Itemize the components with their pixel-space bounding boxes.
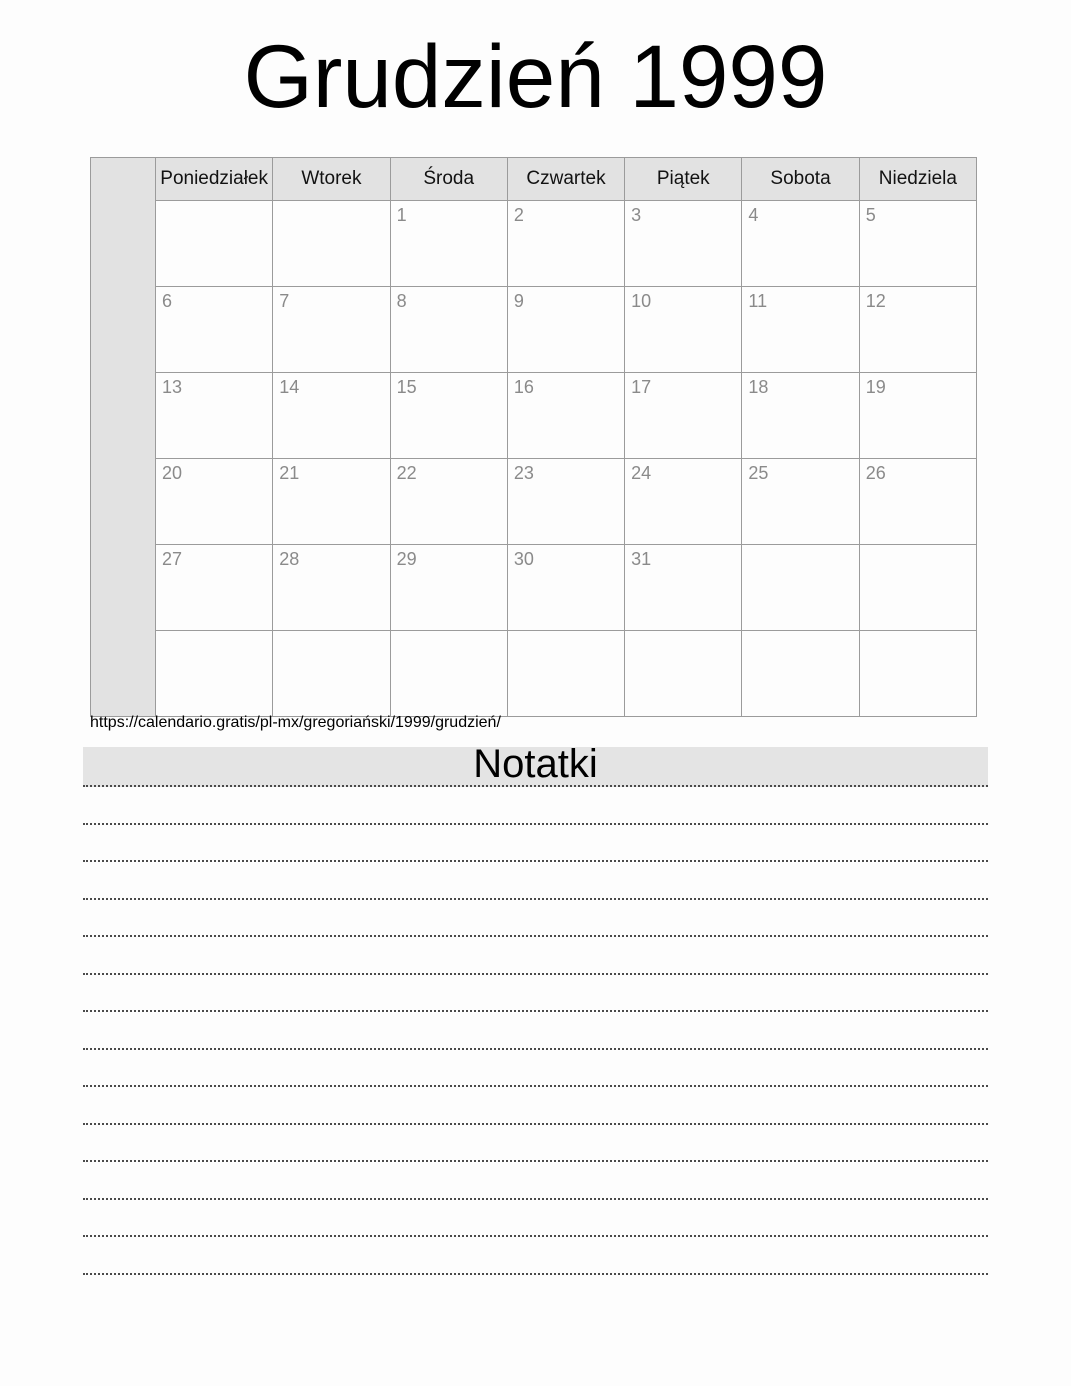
note-line <box>83 862 988 900</box>
calendar-day-cell <box>390 201 507 287</box>
day-number <box>273 201 389 204</box>
calendar-week-row <box>91 545 977 631</box>
calendar-day-cell <box>390 459 507 545</box>
notes-section <box>83 742 988 1275</box>
calendar-week-row <box>91 201 977 287</box>
day-number <box>742 545 858 548</box>
calendar-day-cell <box>507 201 624 287</box>
notes-heading: Notatki <box>473 742 598 786</box>
day-number: 20 <box>162 463 183 483</box>
day-number: 24 <box>631 463 652 483</box>
calendar-header-row <box>91 158 977 201</box>
calendar-day-cell <box>273 545 390 631</box>
day-number: 15 <box>396 377 417 397</box>
weekday-header-sunday: Niedziela <box>859 158 976 201</box>
note-line <box>83 1237 988 1275</box>
note-line <box>83 787 988 825</box>
day-number <box>625 631 741 634</box>
day-number: 1 <box>396 205 407 225</box>
calendar-day-cell <box>273 631 390 717</box>
calendar-day-cell <box>625 545 742 631</box>
calendar-day-cell <box>273 459 390 545</box>
note-line <box>83 937 988 975</box>
day-number <box>156 631 272 634</box>
calendar-day-cell <box>625 373 742 459</box>
day-number: 5 <box>865 205 876 225</box>
calendar-day-cell <box>742 373 859 459</box>
calendar-week-row <box>91 373 977 459</box>
calendar-week-row <box>91 631 977 717</box>
weekday-header-thursday: Czwartek <box>507 158 624 201</box>
day-number: 14 <box>279 377 300 397</box>
calendar-day-cell <box>156 287 273 373</box>
note-line <box>83 1050 988 1088</box>
day-number: 12 <box>865 291 886 311</box>
day-number: 19 <box>865 377 886 397</box>
day-number: 25 <box>748 463 769 483</box>
day-number: 30 <box>513 549 534 569</box>
day-number: 10 <box>631 291 652 311</box>
calendar-day-cell <box>742 201 859 287</box>
calendar-day-cell <box>507 545 624 631</box>
note-line <box>83 1012 988 1050</box>
calendar-day-cell <box>507 287 624 373</box>
calendar-day-cell <box>507 459 624 545</box>
calendar-day-cell <box>273 373 390 459</box>
day-number: 9 <box>513 291 524 311</box>
calendar-day-cell <box>156 201 273 287</box>
calendar-week-row <box>91 459 977 545</box>
calendar-day-cell <box>273 287 390 373</box>
calendar-day-cell <box>390 373 507 459</box>
day-number <box>508 631 624 634</box>
day-number: 21 <box>279 463 300 483</box>
calendar-day-cell <box>625 201 742 287</box>
calendar-day-cell <box>859 631 976 717</box>
weekday-header-friday: Piątek <box>625 158 742 201</box>
day-number: 18 <box>748 377 769 397</box>
day-number: 6 <box>162 291 173 311</box>
calendar-day-cell <box>156 545 273 631</box>
day-number: 16 <box>513 377 534 397</box>
calendar-day-cell <box>625 631 742 717</box>
day-number: 28 <box>279 549 300 569</box>
calendar-day-cell <box>859 287 976 373</box>
calendar-day-cell <box>742 631 859 717</box>
day-number: 31 <box>631 549 652 569</box>
day-number: 27 <box>162 549 183 569</box>
day-number <box>273 631 389 634</box>
calendar-day-cell <box>625 459 742 545</box>
day-number <box>391 631 507 634</box>
calendar-day-cell <box>390 631 507 717</box>
day-number: 17 <box>631 377 652 397</box>
day-number: 7 <box>279 291 290 311</box>
day-number: 29 <box>396 549 417 569</box>
calendar-day-cell <box>742 459 859 545</box>
calendar-day-cell <box>390 287 507 373</box>
day-number <box>860 545 976 548</box>
day-number: 26 <box>865 463 886 483</box>
day-number: 3 <box>631 205 642 225</box>
note-line <box>83 975 988 1013</box>
note-line <box>83 1125 988 1163</box>
calendar-day-cell <box>507 631 624 717</box>
day-number: 4 <box>748 205 759 225</box>
calendar-day-cell <box>859 201 976 287</box>
calendar-day-cell <box>390 545 507 631</box>
calendar-week-row <box>91 287 977 373</box>
source-url: https://calendario.gratis/pl-mx/gregoriański/1999/grudzień/ <box>90 714 501 731</box>
day-number: 8 <box>396 291 407 311</box>
note-line <box>83 1087 988 1125</box>
notes-header-bar <box>83 742 988 787</box>
weekday-header-tuesday: Wtorek <box>273 158 390 201</box>
calendar-day-cell <box>507 373 624 459</box>
calendar-day-cell <box>625 287 742 373</box>
day-number: 11 <box>748 291 768 311</box>
day-number <box>860 631 976 634</box>
calendar-day-cell <box>742 545 859 631</box>
note-line <box>83 1200 988 1238</box>
notes-lines <box>83 787 988 1275</box>
calendar-day-cell <box>156 373 273 459</box>
page-title: Grudzień 1999 <box>243 26 828 126</box>
day-number: 23 <box>513 463 534 483</box>
weekday-header-monday: Poniedziałek <box>156 158 273 201</box>
note-line <box>83 900 988 938</box>
day-number <box>742 631 858 634</box>
calendar-left-gutter <box>91 158 156 717</box>
day-number: 2 <box>513 205 524 225</box>
calendar-day-cell <box>742 287 859 373</box>
day-number: 13 <box>162 377 183 397</box>
calendar-day-cell <box>859 373 976 459</box>
calendar-table <box>90 157 977 717</box>
calendar-day-cell <box>156 631 273 717</box>
calendar-day-cell <box>859 545 976 631</box>
day-number <box>156 201 272 204</box>
calendar-day-cell <box>859 459 976 545</box>
weekday-header-saturday: Sobota <box>742 158 859 201</box>
day-number: 22 <box>396 463 417 483</box>
calendar-day-cell <box>156 459 273 545</box>
note-line <box>83 825 988 863</box>
calendar-day-cell <box>273 201 390 287</box>
weekday-header-wednesday: Środa <box>390 158 507 201</box>
note-line <box>83 1162 988 1200</box>
